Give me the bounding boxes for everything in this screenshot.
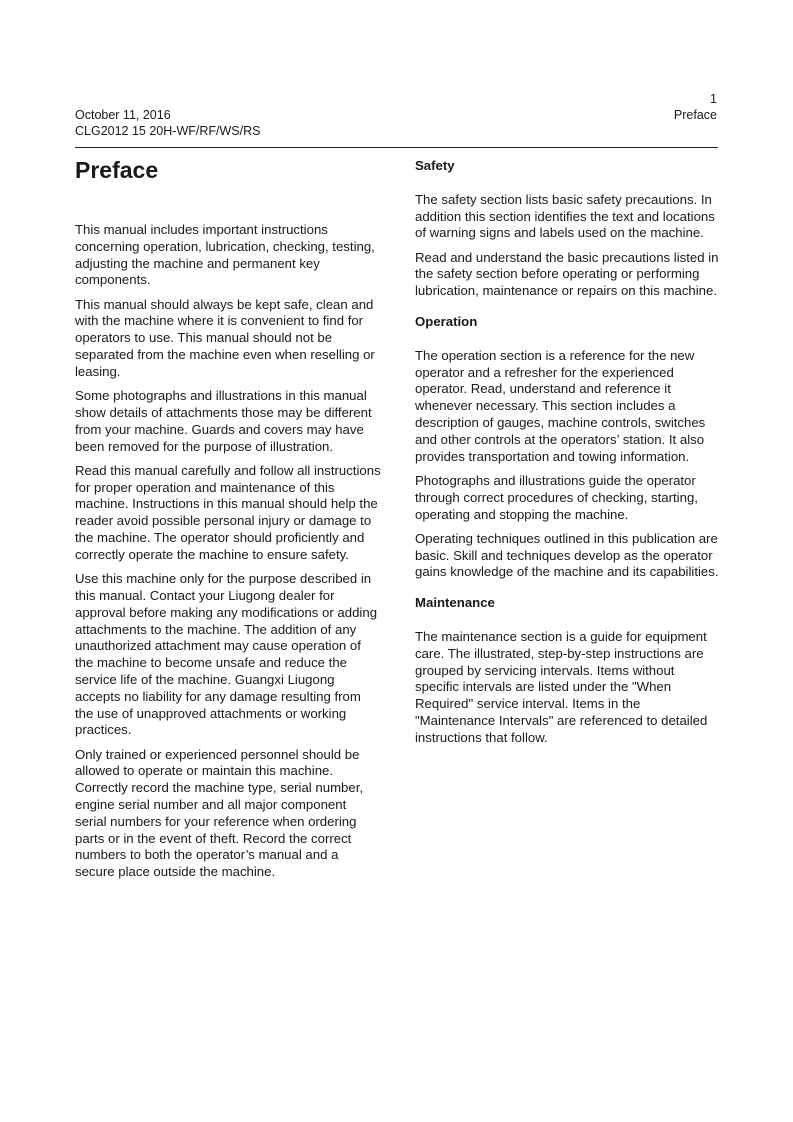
safety-paragraph: Read and understand the basic precautions listed in the safety section before operating or performing lubrication, maintenance or repairs on this machine. [415,249,719,299]
left-column [75,222,381,888]
safety-heading: Safety [415,158,455,173]
header-date: October 11, 2016 [75,108,171,122]
intro-paragraph: This manual includes important instructions concerning operation, lubrication, checking, testing, adjusting the machine and permanent key components. [75,222,375,288]
intro-paragraph: This manual should always be kept safe, clean and with the machine where it is convenient to find for operators to use. This manual should not be separated from the machine even when reselling or leasing. [75,296,375,379]
maintenance-heading: Maintenance [415,595,495,611]
operation-paragraph: The operation section is a reference for the new operator and a refresher for the experienced operator. Read, understand and reference it whenever necessary. This section includes a description of gauges, machine controls, switches and other controls at the operators’ station. It also provides transportation and towing information. [415,347,706,464]
header-divider [75,147,718,148]
right-column [415,158,720,754]
maintenance-paragraph: The maintenance section is a guide for equipment care. The illustrated, step-by-step instructions are grouped by servicing intervals. Items without specific intervals are listed under the "When Required" service interval. Items in the "Maintenance Intervals" are referenced to detailed instructions that follow. [415,629,708,745]
safety-section [415,158,720,300]
maintenance-section [415,595,720,746]
operation-section [415,314,720,581]
page-number: 1 [710,92,717,106]
header-right [674,92,717,123]
intro-paragraph: Read this manual carefully and follow all instructions for proper operation and maintenance of this machine. Instructions in this manual should help the reader avoid possible personal injury or damage to the machine. The operator should proficiently and correctly operate the machine to ensure safety. [75,462,381,562]
chapter-name: Preface [673,107,717,122]
page-title: Preface [75,157,159,183]
intro-paragraph: Some photographs and illustrations in this manual show details of attachments those may be different from your machine. Guards and covers may have been removed for the purpose of illustration. [75,388,372,454]
operation-paragraph: Photographs and illustrations guide the operator through correct procedures of checking, starting, operating and stopping the machine. [415,472,698,522]
intro-paragraph: Only trained or experienced personnel should be allowed to operate or maintain this machine. Correctly record the machine type, serial number, engine serial number and all major component serial numbers for your reference when ordering parts or in the event of theft. Record the correct numbers to both the operator’s manual and a secure place outside the machine. [75,746,364,880]
intro-paragraph: Use this machine only for the purpose described in this manual. Contact your Liugong dealer for approval before making any modifications or adding attachments to the machine. The addition of any unauthorized attachment may cause operation of the machine to become unsafe and reduce the service life of the machine. Guangxi Liugong accepts no liability for any damage resulting from the use of unapproved attachments or working practices. [75,571,378,738]
header-model: CLG2012 15 20H-WF/RF/WS/RS [75,123,261,138]
header-left [75,108,260,139]
operation-paragraph: Operating techniques outlined in this publication are basic. Skill and techniques develop as the operator gains knowledge of the machine and its capabilities. [415,530,719,580]
operation-heading: Operation [415,314,478,330]
safety-paragraph: The safety section lists basic safety precautions. In addition this section identifies the text and locations of warning signs and labels used on the machine. [415,191,715,241]
